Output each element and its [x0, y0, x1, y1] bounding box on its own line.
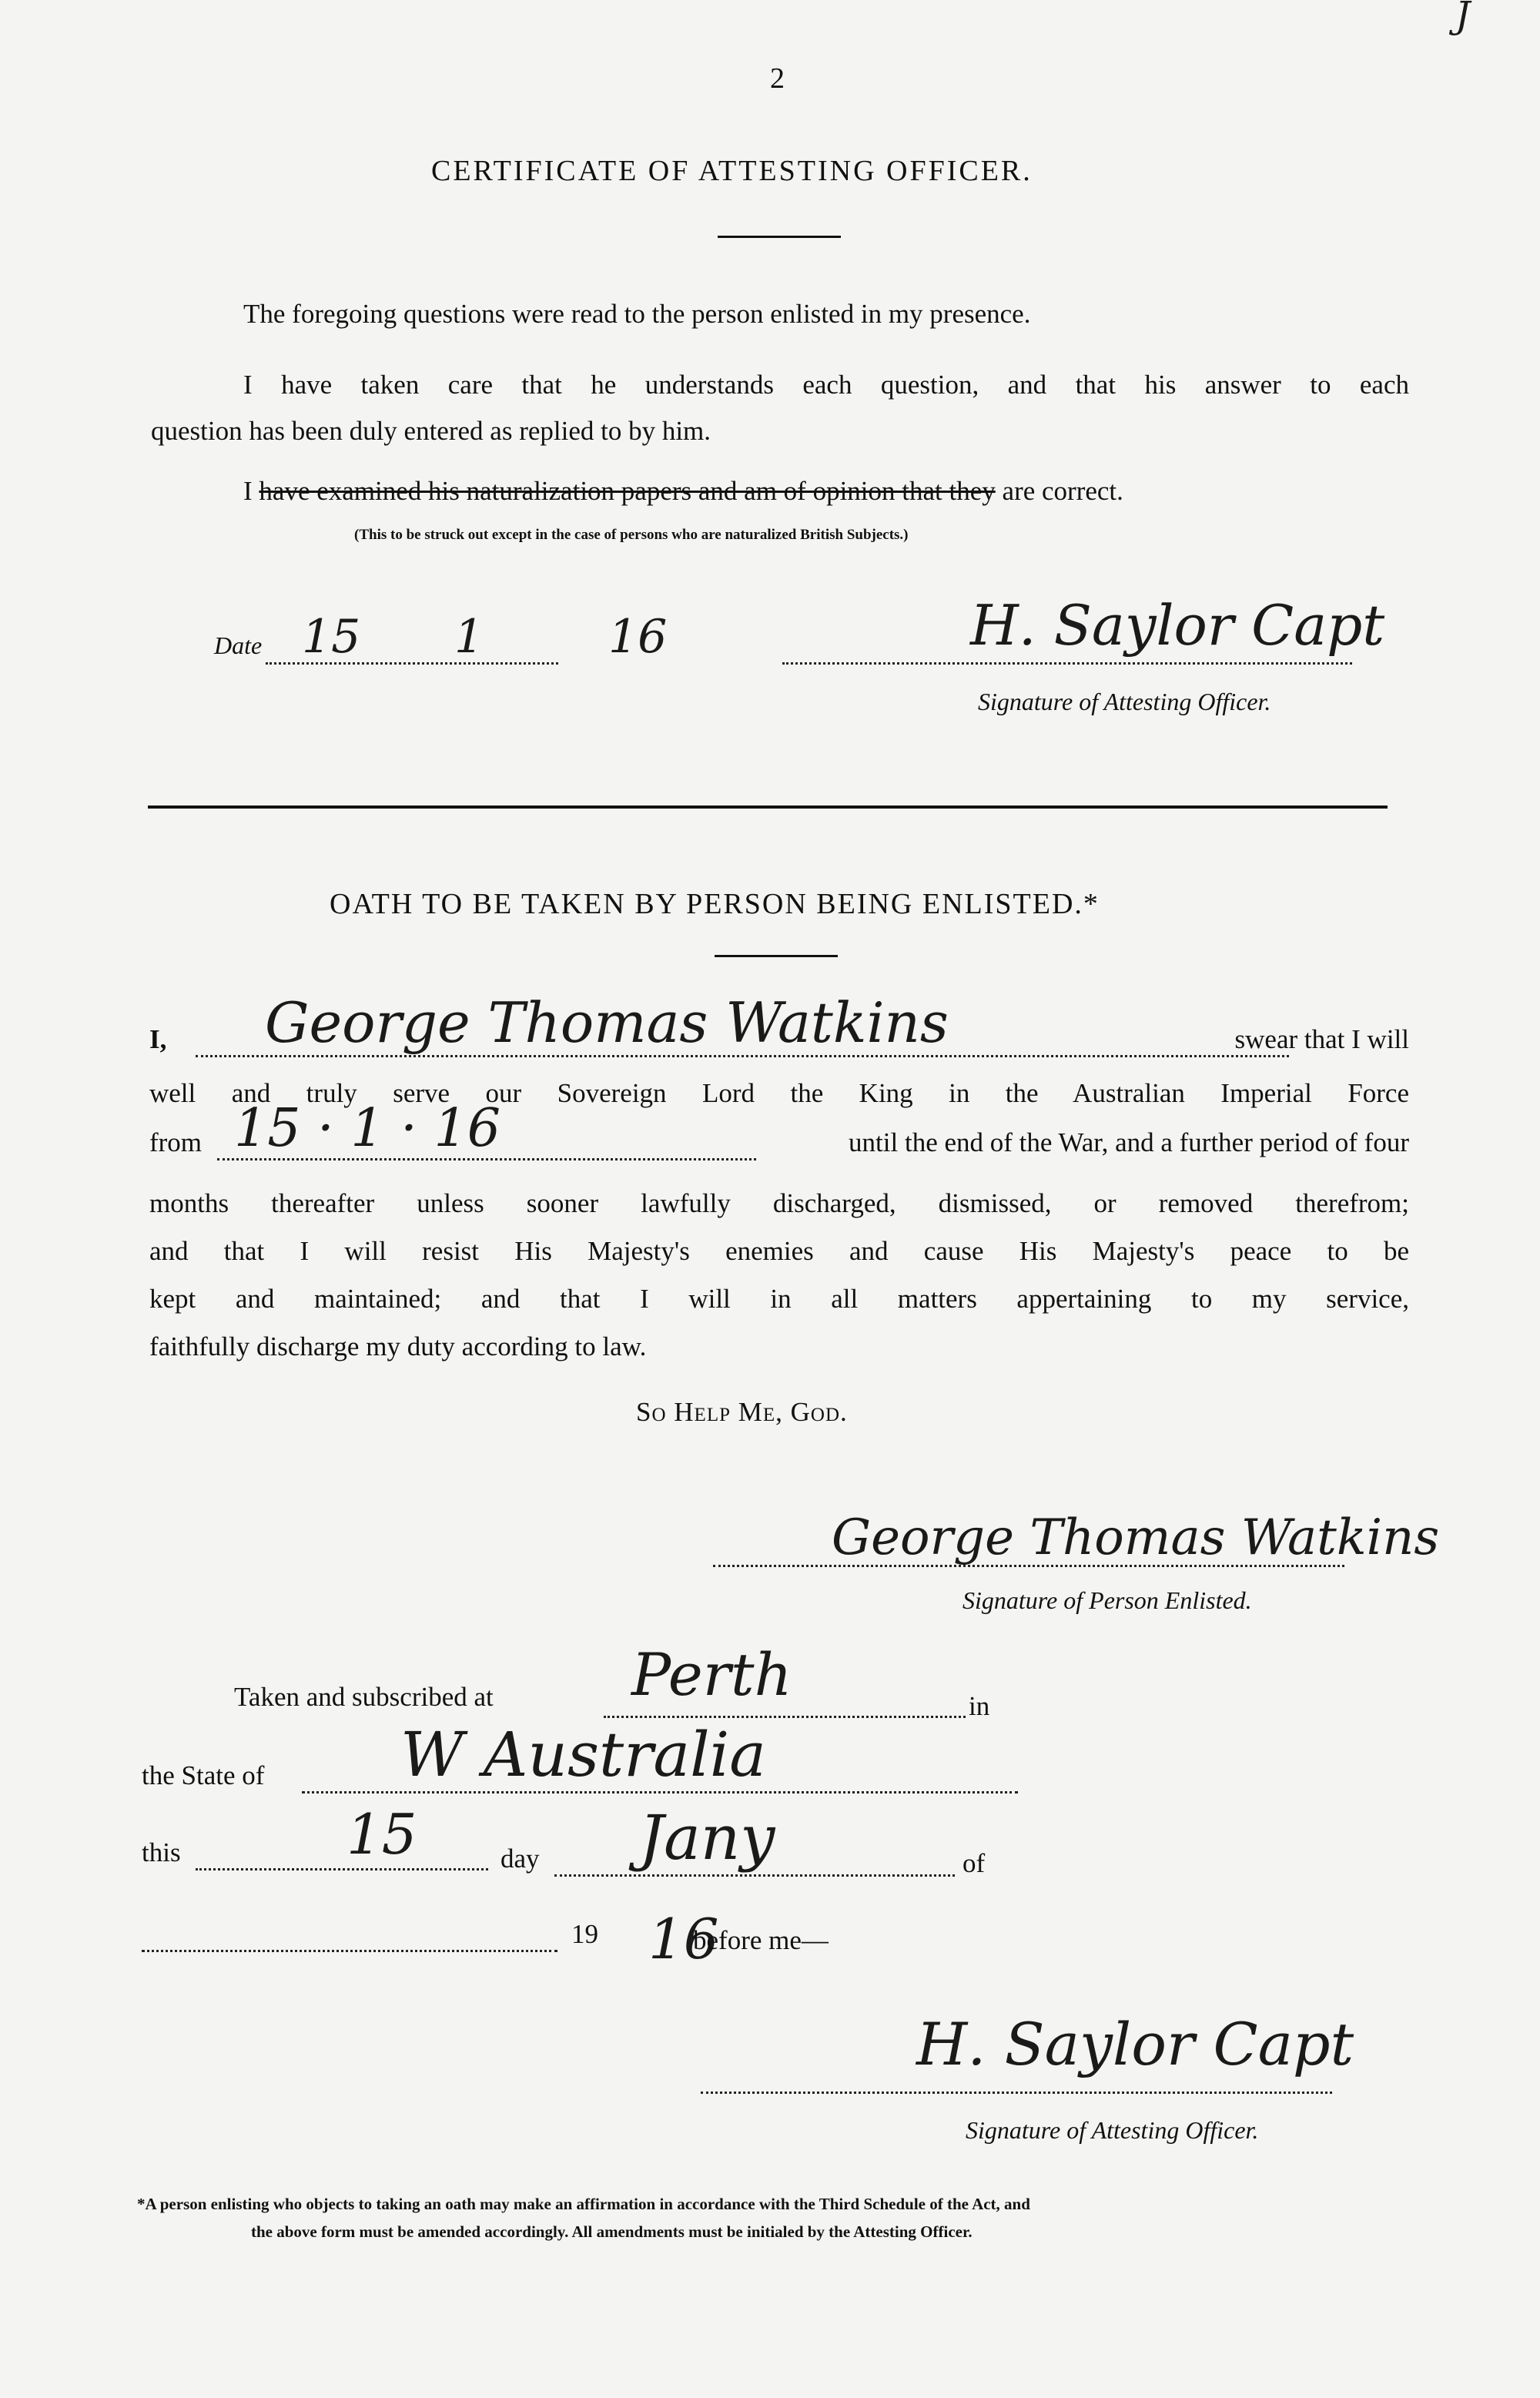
footnote-line-2: the above form must be amended accordingly. All amendments must be initialed by the Attesting Officer. [251, 2222, 973, 2241]
heading-divider [718, 236, 841, 238]
oath-i-label: I, [149, 1024, 167, 1054]
place-line [604, 1716, 966, 1718]
officer-signature-line-1 [782, 662, 1352, 665]
month-line [554, 1874, 955, 1877]
from-label: from [149, 1127, 203, 1157]
day-handwritten: 15 [346, 1802, 417, 1867]
page-number: 2 [770, 62, 785, 95]
place-handwritten: Perth [631, 1640, 792, 1709]
oath-line-3-end: until the end of the War, and a further period of four [849, 1127, 1409, 1157]
state-line [302, 1791, 1018, 1793]
certificate-heading: CERTIFICATE OF ATTESTING OFFICER. [431, 155, 1033, 187]
oath-line-7: faithfully discharge my duty according to law. [149, 1331, 647, 1361]
officer-signature-line-2 [701, 2092, 1332, 2094]
officer-signature-2: H. Saylor Capt [916, 2010, 1354, 2078]
certificate-para-2-line-2: question has been duly entered as replied to by him. [151, 416, 711, 446]
date-month-handwritten: 1 [454, 610, 484, 664]
naturalization-line [243, 476, 1123, 507]
date-year-handwritten: 16 [608, 610, 668, 664]
naturalization-note: (This to be struck out except in the case of persons who are naturalized British Subjects.) [354, 527, 909, 543]
enlistee-name-handwritten: George Thomas Watkins [265, 990, 949, 1055]
oath-line-1 [149, 990, 1409, 1063]
oath-line-3 [149, 1098, 1409, 1161]
officer-signature-caption-2: Signature of Attesting Officer. [966, 2116, 1259, 2144]
officer-signature-caption-1: Signature of Attesting Officer. [978, 688, 1271, 715]
naturalization-remaining-text: are correct. [1002, 476, 1123, 506]
oath-body [149, 1180, 1409, 1371]
year-suffix-handwritten: 16 [648, 1907, 719, 1971]
corner-mark: J [1455, 0, 1471, 37]
oath-line-2: well and truly serve our Sovereign Lord the King in the Australian Imperial Force [149, 1078, 1409, 1108]
year-prefix-line [142, 1950, 557, 1952]
oath-closing: So Help Me, God. [636, 1397, 848, 1427]
officer-signature-1: H. Saylor Capt [970, 593, 1385, 658]
month-handwritten: Jany [639, 1802, 775, 1874]
state-handwritten: W Australia [400, 1719, 766, 1790]
in-label: in [969, 1691, 990, 1721]
oath-line-6: kept and maintained; and that I will in all matters appertaining to my service, [149, 1284, 1409, 1314]
oath-line-5: and that I will resist His Majesty's enemies and cause His Majesty's peace to be [149, 1236, 1409, 1266]
naturalization-first-word: I [243, 476, 253, 506]
enlistee-name-line [196, 1055, 1289, 1057]
day-line [196, 1868, 488, 1871]
oath-heading: OATH TO BE TAKEN BY PERSON BEING ENLISTED.* [330, 888, 1100, 920]
certificate-para-1: The foregoing questions were read to the person enlisted in my presence. [243, 299, 1031, 329]
date-day-handwritten: 15 [302, 610, 361, 664]
enlistee-signature: George Thomas Watkins [832, 1509, 1440, 1566]
section-divider [148, 805, 1388, 809]
certificate-para-2-line-1: I have taken care that he understands each question, and that his answer to each [243, 370, 1409, 400]
before-me-label: before me— [693, 1925, 829, 1955]
naturalization-struck-text: have examined his naturalization papers and am of opinion that they [259, 476, 996, 506]
taken-label: Taken and subscribed at [234, 1682, 494, 1712]
state-label: the State of [142, 1760, 265, 1790]
day-label: day [500, 1844, 540, 1874]
date-label: Date [214, 631, 263, 659]
footnote-line-1: *A person enlisting who objects to taking an oath may make an affirmation in accordance with the Third Schedule of the Act, and [137, 2195, 1030, 2213]
of-label: of [962, 1848, 986, 1878]
enlistee-signature-caption: Signature of Person Enlisted. [962, 1586, 1252, 1614]
from-date-handwritten: 15 · 1 · 16 [234, 1098, 501, 1159]
oath-line-4: months thereafter unless sooner lawfully discharged, dismissed, or removed therefrom; [149, 1188, 1409, 1218]
certificate-para-2 [151, 362, 1409, 454]
year-prefix: 19 [571, 1919, 598, 1949]
this-label: this [142, 1837, 181, 1867]
oath-line-1-end: swear that I will [1234, 1024, 1409, 1054]
oath-heading-divider [715, 955, 838, 957]
